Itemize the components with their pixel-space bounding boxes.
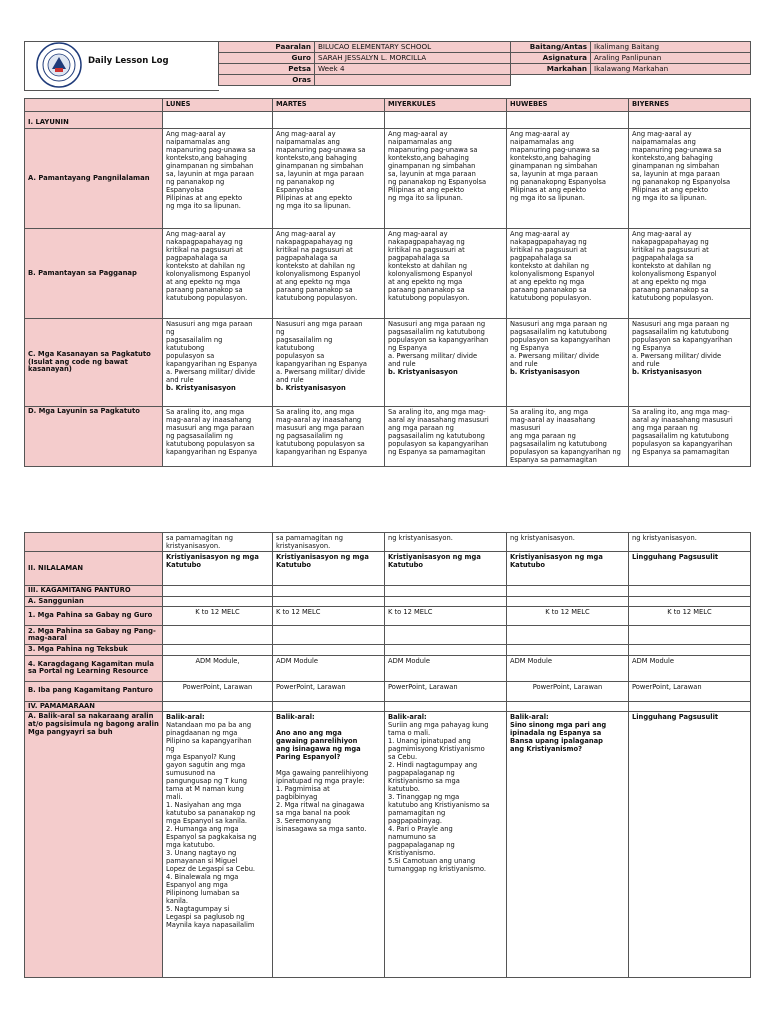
- competency-text: Nasusuri ang mga paraan ng pagsasailalim ng katutubong populasyon sa kapangyarihan ng Espanya a. Pwersang militar/ divide and rule: [276, 320, 367, 384]
- row-label-balik-aral: A. Balik-aral sa nakaraang aralin at/o pagsisimula ng bagong aralin Mga pangyayri sa buh: [25, 712, 163, 978]
- empty-cell: [273, 701, 385, 712]
- other-materials-friday: PowerPoint, Larawan: [629, 681, 751, 701]
- review-question: Sino sinong mga pari ang ipinadala ng Espanya sa Bansa upang ipalaganap ang Kristiyanismo?: [510, 721, 607, 754]
- subject-label: Asignatura: [511, 53, 591, 64]
- review-text: Natandaan mo pa ba ang pinagdaanan ng mga Pilipino sa kapangyarihan ng mga Espanyol? Kung gayon sagutin ang mga sumusunod na pangungusap ng T kung tama at M naman kung mali. 1. Nasiyahan ang mga katutubo sa pananakop ng mga Espanyol sa kanila. 2. Humanga ang mga Espanyol sa pagkakaisa ng mga katutubo. 3. Unang nagtayo ng pamayanan si Miguel Lopez de Legaspi sa Cebu. 4. Binalewala ng mga Espanyol ang mga Pilipinong lumaban sa kanila. 5. Nagtagumpay si Legaspi sa paglusob ng Maynila kaya napasailalim: [166, 721, 257, 930]
- empty-cell: [629, 596, 751, 607]
- other-materials-thursday: PowerPoint, Larawan: [507, 681, 629, 701]
- objective-cont-wednesday: ng kristyanisasyon.: [385, 533, 507, 552]
- empty-cell: [591, 75, 751, 86]
- empty-cell: [273, 626, 385, 645]
- empty-cell: [507, 645, 629, 656]
- day-header-thursday: HUWEBES: [507, 99, 629, 112]
- empty-cell: [629, 645, 751, 656]
- empty-cell: [507, 112, 629, 129]
- competency-bold: b. Kristyanisasyon: [166, 384, 236, 392]
- content-monday: Kristiyanisasyon ng mga Katutubo: [163, 552, 273, 586]
- performance-standard-tuesday: Ang mag-aaral ay nakapagpapahayag ng kritikal na pagsusuri at pagpapahalaga sa konteksto at dahilan ng kolonyalismong Espanyol at ang epekto ng mga paraang pananakop sa katutubong populasyon.: [273, 229, 385, 319]
- empty-cell: [385, 645, 507, 656]
- empty-cell: [629, 586, 751, 597]
- empty-cell: [385, 586, 507, 597]
- review-text: Suriin ang mga pahayag kung tama o mali. 1. Unang ipinatupad ang pagmimisyong Kristiyanismo sa Cebu. 2. Hindi nagtagumpay ang pagpapalaganap ng Kristiyanismo sa mga katutubo. 3. Tinanggap ng mga katutubo ang Kristiyanismo sa pamamagitan ng pagpapabinyag. 4. Pari o Prayle ang namumuno sa pagpapalaganap ng Kristiyanismo. 5.Si Camotuan ang unang tumanggap ng kristiyanismo.: [388, 721, 490, 874]
- other-materials-monday: PowerPoint, Larawan: [163, 681, 273, 701]
- row-label-iba-pang-kagamitan: B. Iba pang Kagamitang Panturo: [25, 681, 163, 701]
- content-friday: Lingguhang Pagsusulit: [629, 552, 751, 586]
- corner-cell: [25, 99, 163, 112]
- empty-cell: [273, 112, 385, 129]
- review-heading: Balik-aral:: [510, 713, 549, 722]
- lesson-table-page2: [24, 532, 751, 978]
- lesson-table-page1: [24, 98, 751, 467]
- row-label-layunin-sa-pagkatuto: D. Mga Layunin sa Pagkatuto: [25, 407, 163, 467]
- empty-cell: [163, 586, 273, 597]
- materials-tuesday: ADM Module: [273, 655, 385, 681]
- row-label-kagamitang-panturo: III. KAGAMITANG PANTURO: [25, 586, 163, 597]
- empty-cell: [273, 586, 385, 597]
- empty-cell: [629, 112, 751, 129]
- empty-cell: [385, 112, 507, 129]
- subject-value: Araling Panlipunan: [591, 53, 751, 64]
- competency-text: Nasusuri ang mga paraan ng pagsasailalim ng katutubong populasyon sa kapangyarihan ng Espanya a. Pwersang militar/ divide and rule: [632, 320, 733, 368]
- empty-cell: [163, 596, 273, 607]
- content-standard-tuesday: Ang mag-aaral ay naipamamalas ang mapanuring pag-unawa sa konteksto,ang bahaging ginampanan ng simbahan sa, layunin at mga paraan ng pananakop ng Espanyolsa Pilipinas at ang epekto ng mga ito sa lipunan.: [273, 129, 385, 229]
- objective-friday: Sa araling ito, ang mga mag- aaral ay inaasahang masusuri ang mga paraan ng pagsasailalim ng katutubong populasyon sa kapangyarihan ng Espanya sa pamamagitan: [629, 407, 751, 467]
- document-title: Daily Lesson Log: [88, 56, 169, 66]
- objective-monday: Sa araling ito, ang mga mag-aaral ay inaasahang masusuri ang mga paraan ng pagsasailalim ng katutubong populasyon sa kapangyarihan ng Espanya: [163, 407, 273, 467]
- review-tuesday: [273, 712, 385, 978]
- competency-thursday: [507, 319, 629, 407]
- performance-standard-wednesday: Ang mag-aaral ay nakapagpapahayag ng kritikal na pagsusuri at pagpapahalaga sa konteksto at dahilan ng kolonyalismong Espanyol at ang epekto ng mga paraang pananakop sa katutubong populasyon.: [385, 229, 507, 319]
- performance-standard-friday: Ang mag-aaral ay nakapagpapahayag ng kritikal na pagsusuri at pagpapahalaga sa konteksto at dahilan ng kolonyalismong Espanyol at ang epekto ng mga paraang pananakop sa katutubong populasyon.: [629, 229, 751, 319]
- empty-cell: [507, 586, 629, 597]
- row-label-pamamaraan: IV. PAMAMARAAN: [25, 701, 163, 712]
- empty-cell: [273, 596, 385, 607]
- date-value: Week 4: [315, 64, 511, 75]
- date-label: Petsa: [219, 64, 315, 75]
- empty-cell: [273, 645, 385, 656]
- empty-cell: [507, 626, 629, 645]
- empty-cell: [511, 75, 591, 86]
- competency-bold: b. Kristyanisasyon: [510, 368, 580, 376]
- content-standard-wednesday: Ang mag-aaral ay naipamamalas ang mapanuring pag-unawa sa konteksto,ang bahaging ginampanan ng simbahan sa, layunin at mga paraan ng pananakop ng Espanyolsa Pilipinas at ang epekto ng mga ito sa lipunan.: [385, 129, 507, 229]
- school-value: BILUCAO ELEMENTARY SCHOOL: [315, 42, 511, 53]
- review-heading: Balik-aral:: [166, 713, 205, 722]
- empty-cell: [163, 112, 273, 129]
- objective-tuesday: Sa araling ito, ang mga mag-aaral ay inaasahang masusuri ang mga paraan ng pagsasailalim ng katutubong populasyon sa kapangyarihan ng Espanya: [273, 407, 385, 467]
- content-thursday: Kristiyanisasyon ng mga Katutubo: [507, 552, 629, 586]
- row-label-karagdagang-kagamitan: 4. Karagdagang Kagamitan mula sa Portal ng Learning Resource: [25, 655, 163, 681]
- competency-text: Nasusuri ang mga paraan ng pagsasailalim ng katutubong populasyon sa kapangyarihan ng Espanya a. Pwersang militar/ divide and rule: [388, 320, 489, 368]
- day-header-wednesday: MIYERKULES: [385, 99, 507, 112]
- materials-monday: ADM Module,: [163, 655, 273, 681]
- review-friday: Lingguhang Pagsusulit: [629, 712, 751, 978]
- objective-cont-monday: sa pamamagitan ng kristyanisasyon.: [163, 533, 273, 552]
- time-label: Oras: [219, 75, 315, 86]
- competency-tuesday: [273, 319, 385, 407]
- competency-bold: b. Kristyanisasyon: [632, 368, 702, 376]
- row-label-pamantayang-pangnilalaman: A. Pamantayang Pangnilalaman: [25, 129, 163, 229]
- empty-cell: [163, 626, 273, 645]
- review-text: Mga gawaing panrelihiyong ipinatupad ng mga prayle: 1. Pagmimisa at pagbibinyag 2. Mga ritwal na ginagawa sa mga banal na pook 3. Seremonyang isinasagawa sa mga santo.: [276, 769, 369, 834]
- empty-cell: [385, 701, 507, 712]
- row-label-sanggunian: A. Sanggunian: [25, 596, 163, 607]
- empty-cell: [629, 701, 751, 712]
- row-label-nilalaman: II. NILALAMAN: [25, 552, 163, 586]
- guide-thursday: K to 12 MELC: [507, 607, 629, 626]
- guide-tuesday: K to 12 MELC: [273, 607, 385, 626]
- teacher-value: SARAH JESSALYN L. MORCILLA: [315, 53, 511, 64]
- competency-text: Nasusuri ang mga paraan ng pagsasailalim ng katutubong populasyon sa kapangyarihan ng Espanya a. Pwersang militar/ divide and rule: [166, 320, 257, 384]
- content-tuesday: Kristiyanisasyon ng mga Katutubo: [273, 552, 385, 586]
- review-heading: Balik-aral:: [276, 713, 315, 722]
- row-label-pamantayan-sa-pagganap: B. Pamantayan sa Pagganap: [25, 229, 163, 319]
- day-header-tuesday: MARTES: [273, 99, 385, 112]
- content-wednesday: Kristiyanisasyon ng mga Katutubo: [385, 552, 507, 586]
- quarter-label: Markahan: [511, 64, 591, 75]
- objective-thursday: Sa araling ito, ang mga mag-aaral ay inaasahang masusuri ang mga paraan ng pagsasailalim ng katutubong populasyon sa kapangyarihan ng Espanya sa pamamagitan: [507, 407, 629, 467]
- materials-thursday: ADM Module: [507, 655, 629, 681]
- day-header-monday: LUNES: [163, 99, 273, 112]
- empty-cell: [163, 645, 273, 656]
- empty-cell: [385, 626, 507, 645]
- empty-cell: [629, 626, 751, 645]
- content-standard-thursday: Ang mag-aaral ay naipamamalas ang mapanuring pag-unawa sa konteksto,ang bahaging ginampanan ng simbahan sa, layunin at mga paraan ng pananakopng Espanyolsa Pilipinas at ang epekto ng mga ito sa lipunan.: [507, 129, 629, 229]
- content-standard-friday: Ang mag-aaral ay naipamamalas ang mapanuring pag-unawa sa konteksto,ang bahaging ginampanan ng simbahan sa, layunin at mga paraan ng pananakop ng Espanyolsa Pilipinas at ang epekto ng mga ito sa lipunan.: [629, 129, 751, 229]
- review-heading: Balik-aral:: [388, 713, 427, 722]
- grade-value: Ikalimang Baitang: [591, 42, 751, 53]
- competency-bold: b. Kristyanisasyon: [276, 384, 346, 392]
- guide-wednesday: K to 12 MELC: [385, 607, 507, 626]
- row-label-teksbuk: 3. Mga Pahina ng Teksbuk: [25, 645, 163, 656]
- competency-text: Nasusuri ang mga paraan ng pagsasailalim ng katutubong populasyon sa kapangyarihan ng Espanya a. Pwersang militar/ divide and rule: [510, 320, 611, 368]
- teacher-label: Guro: [219, 53, 315, 64]
- objective-cont-thursday: ng kristyanisasyon.: [507, 533, 629, 552]
- objective-cont-friday: ng kristyanisasyon.: [629, 533, 751, 552]
- school-label: Paaralan: [219, 42, 315, 53]
- materials-friday: ADM Module: [629, 655, 751, 681]
- review-wednesday: [385, 712, 507, 978]
- other-materials-tuesday: PowerPoint, Larawan: [273, 681, 385, 701]
- other-materials-wednesday: PowerPoint, Larawan: [385, 681, 507, 701]
- objective-wednesday: Sa araling ito, ang mga mag- aaral ay inaasahang masusuri ang mga paraan ng pagsasailalim ng katutubong populasyon sa kapangyarihan ng Espanya sa pamamagitan: [385, 407, 507, 467]
- empty-cell: [163, 701, 273, 712]
- header-table: [218, 41, 751, 86]
- guide-friday: K to 12 MELC: [629, 607, 751, 626]
- materials-wednesday: ADM Module: [385, 655, 507, 681]
- review-thursday: [507, 712, 629, 978]
- competency-bold: b. Kristyanisasyon: [388, 368, 458, 376]
- guide-monday: K to 12 MELC: [163, 607, 273, 626]
- competency-monday: [163, 319, 273, 407]
- row-label-gabay-guro: 1. Mga Pahina sa Gabay ng Guro: [25, 607, 163, 626]
- competency-friday: [629, 319, 751, 407]
- empty-cell: [25, 533, 163, 552]
- performance-standard-monday: Ang mag-aaral ay nakapagpapahayag ng kritikal na pagsusuri at pagpapahalaga sa konteksto at dahilan ng kolonyalismong Espanyol at ang epekto ng mga paraang pananakop sa katutubong populasyon.: [163, 229, 273, 319]
- quarter-value: Ikalawang Markahan: [591, 64, 751, 75]
- grade-label: Baitang/Antas: [511, 42, 591, 53]
- row-label-kasanayan: C. Mga Kasanayan sa Pagkatuto (Isulat ang code ng bawat kasanayan): [25, 319, 163, 407]
- day-header-friday: BIYERNES: [629, 99, 751, 112]
- review-question: Ano ano ang mga gawaing panrelihiyon ang isinagawa ng mga Paring Espanyol?: [276, 729, 361, 762]
- review-monday: [163, 712, 273, 978]
- objective-cont-tuesday: sa pamamagitan ng kristyanisasyon.: [273, 533, 385, 552]
- content-standard-monday: Ang mag-aaral ay naipamamalas ang mapanuring pag-unawa sa konteksto,ang bahaging ginampanan ng simbahan sa, layunin at mga paraan ng pananakop ng Espanyolsa Pilipinas at ang epekto ng mga ito sa lipunan.: [163, 129, 273, 229]
- performance-standard-thursday: Ang mag-aaral ay nakapagpapahayag ng kritikal na pagsusuri at pagpapahalaga sa konteksto at dahilan ng kolonyalismong Espanyol at ang epekto ng mga paraang pananakop sa katutubong populasyon.: [507, 229, 629, 319]
- section-layunin: I. LAYUNIN: [25, 112, 163, 129]
- empty-cell: [507, 701, 629, 712]
- time-value: [315, 75, 511, 86]
- empty-cell: [507, 596, 629, 607]
- row-label-gabay-mag-aaral: 2. Mga Pahina sa Gabay ng Pang-mag-aaral: [25, 626, 163, 645]
- deped-seal-icon: [36, 42, 82, 88]
- empty-cell: [385, 596, 507, 607]
- competency-wednesday: [385, 319, 507, 407]
